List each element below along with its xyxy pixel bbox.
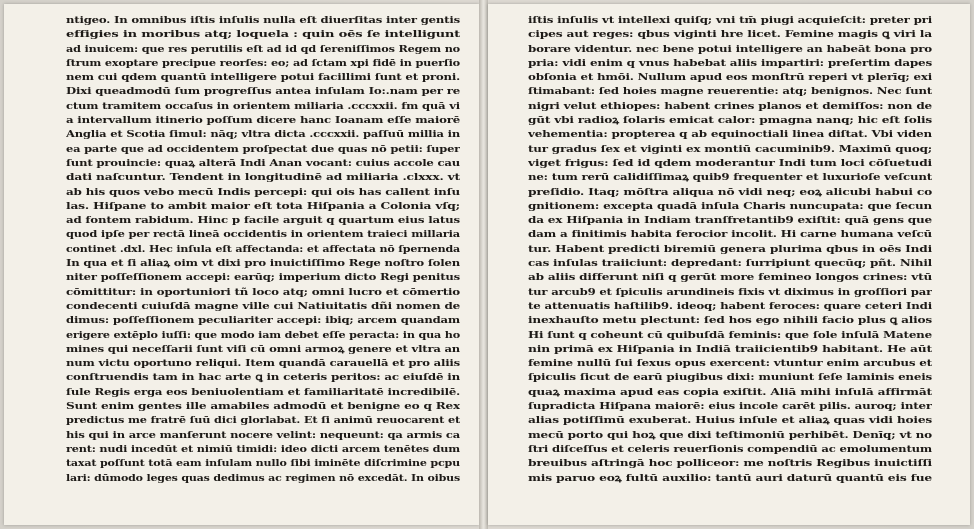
text-line: continet .dxl. Hec inſula eſt affectanda: et affectata nō ſpernenda bbox=[66, 243, 460, 255]
text-line: iſtis inſulis vt intellexi quiſq; vni tm̄ piugi acquieſcit: preter pri bbox=[528, 15, 932, 26]
text-line: quod ipſe per rectā lineā occidentis in orientem traieci millaria bbox=[66, 229, 460, 241]
text-line: predictus me fratrē ſuū dici glorlabat. Et ſi animū reuocarent et bbox=[66, 415, 460, 427]
text-line: dati naſcuntur. Tendent in longitudinē ad miliaria .clxxx. vt bbox=[66, 172, 460, 184]
text-line: In qua et ſi aliaꝝ oim vt dixi pro inuictiſſimo Rege noſtro ſolen bbox=[66, 258, 460, 270]
text-line: nem cui qdem quantū intelligere potui facillimi ſunt et proni. bbox=[66, 72, 460, 84]
text-line: mecū porto qui hoꝝ que dixi teſtimoniū perhibēt. Denīq; vt no bbox=[528, 429, 932, 441]
text-line: gnitionem: excepta quadā inſula Charis nuncupata: que ſecun bbox=[528, 200, 932, 212]
text-line: dam a finitimis habita ferocior incolit. Hi carne humana veſcū bbox=[528, 229, 932, 241]
text-line: gūt vbi radioꝝ ſolaris emicat calor: pmagna nanq; hic eſt ſolis bbox=[528, 115, 932, 127]
text-line: mis paruo eoꝝ fultū auxilio: tantū auri daturū quantū eis fue bbox=[528, 472, 932, 484]
text-line: ctum tramitem occaſus in orientem miliaria .cccxxii. fm quā vi bbox=[66, 100, 460, 112]
text-line: his qui in arce manſerunt nocere velint: nequeunt: qa armis ca bbox=[66, 429, 460, 441]
text-line: niter poſſeſſionem accepi: earūq; imperium dicto Regi penitus bbox=[66, 272, 460, 284]
text-line: quaꝝ maxima apud eas copia exiſtit. Aliā mihi inſulā affirmāt bbox=[528, 386, 932, 398]
text-line: tur gradus ſex et viginti ex montiū cacuminib9. Maximū quoq; bbox=[528, 143, 932, 155]
text-line: obſonia et hmōi. Nullum apud eos monſtrū reperi vt plerīq; exi bbox=[528, 72, 932, 84]
text-line: mines qui neceſſarii ſunt viſi cū omni armoꝝ genere et vltra an bbox=[66, 343, 460, 355]
text-line: tur. Habent predicti biremiū genera plurima qbus in oēs Indi bbox=[528, 243, 932, 255]
text-line: Dixi queadmodū ſum progreſſus antea inſulam Io:.nam per re bbox=[66, 86, 460, 98]
text-line: inexhauſto metu plectunt: ſed hos ego nihili facio plus ꝗ alios bbox=[528, 315, 932, 327]
text-line: femine nullū ſui ſexus opus exercent: vtuntur enim arcubus et bbox=[528, 358, 932, 370]
text-line: effigies in moribus atq; loquela : quin oēs ſe intelligunt bbox=[66, 29, 460, 41]
text-line: Anglia et Scotia ſimul: nāq; vltra dicta .cccxxii. paſſuū millia in bbox=[66, 129, 460, 141]
text-line: nin primā ex Hiſpania in Indiā traiicientib9 habitant. He aūt bbox=[528, 343, 932, 355]
text-line: viget frigus: ſed id qdem moderantur Indi tum loci cōſuetudi bbox=[528, 157, 932, 169]
left-page-text bbox=[66, 14, 460, 486]
text-line: tur arcub9 et ſpiculis arundineis fixis vt diximus in groſſiori par bbox=[528, 286, 932, 298]
right-page-text bbox=[528, 14, 932, 486]
text-line: Hi ſunt q coheunt cū quibuſdā feminis: que ſole inſulā Matene bbox=[528, 329, 932, 341]
text-line: cipes aut reges: qbus viginti hre licet. Femine magis ꝗ viri la bbox=[528, 29, 932, 41]
text-line: a intervallum itinerio poſſum dicere hanc Ioanam eſſe maiorē bbox=[66, 115, 460, 127]
text-line: ſule Regis erga eos beniuolentiam et familiaritatē incredibilē. bbox=[66, 386, 460, 398]
text-line: ſunt prouincie: quaꝝ alterā Indi Anan vocant: cuius accole cau bbox=[66, 157, 460, 169]
text-line: ne: tum rerū calidiſſimaꝝ quib9 frequenter et luxurioſe veſcunt bbox=[528, 172, 932, 184]
text-line: cas inſulas traiiciunt: depredant: ſurripiunt quecūq; pñt. Nihil bbox=[528, 258, 932, 270]
text-line: cōmittitur: in oportuniori tñ loco atq; omni lucro et cōmertio bbox=[66, 286, 460, 298]
text-line: num victu oportuno reliqui. Item quandā carauellā et pro aliis bbox=[66, 358, 460, 370]
text-line: dimus: poſſeſſionem peculiariter accepi: ibiq; arcem quandam bbox=[66, 315, 460, 327]
text-line: ad inuicem: que res perutilis eſt ad id qd ſereniſſimos Regem no bbox=[66, 43, 460, 55]
text-line: Sunt enim gentes ille amabiles admodū et benigne eo q Rex bbox=[66, 401, 460, 413]
text-line: taxat poſſunt totā eam inſulam nullo ſibi iminēte diſcrimine pcpu bbox=[66, 458, 460, 470]
text-line: alias potiſſimū exuberat. Huius inſule et aliaꝝ quas vidi hoies bbox=[528, 415, 932, 427]
text-line: ad fontem rabidum. Hinc p facile arguit q quartum eius latus bbox=[66, 215, 460, 227]
text-line: ntigeo. In omnibus iſtis inſulis nulla eſt diuerſitas inter gentis bbox=[66, 15, 460, 26]
text-line: borare videntur. nec bene potui intelligere an habeāt bona pro bbox=[528, 43, 932, 55]
text-line: las. Hiſpane to ambit maior eſt tota Hiſpania a Colonia vſq; bbox=[66, 200, 460, 212]
text-line: ſtrum exoptare precipue reorſes: eo; ad ſctam xpi fidē in puerſio bbox=[66, 57, 460, 69]
text-line: da ex Hiſpania in Indiam tranſfretantib9 exiſtit: quā gens que bbox=[528, 215, 932, 227]
text-line: conſtruendis tam in hac arte ꝗ in ceteris peritos: ac eiuſdē in bbox=[66, 372, 460, 384]
text-line: erigere extēplo iuſſi: que modo iam debet eſſe peracta: in qua ho bbox=[66, 329, 460, 341]
text-line: nigri velut ethiopes: habent crines planos et demiſſos: non de bbox=[528, 100, 932, 112]
text-line: condecenti cuiuſdā magne ville cui Natiuitatis dñi nomen de bbox=[66, 300, 460, 312]
text-line: te attenuatis haſtilib9. ideoq; habent feroces: quare ceteri Indi bbox=[528, 300, 932, 312]
text-line: vehementia: propterea q ab equinoctiali linea diſtat. Vbi viden bbox=[528, 129, 932, 141]
text-line: ſupradicta Hiſpana maiorē: eius incole carēt pilis. auroq; inter bbox=[528, 401, 932, 413]
text-line: ſtimabant: ſed hoies magne reuerentie: atq; benignos. Nec ſunt bbox=[528, 86, 932, 98]
book-gutter bbox=[479, 0, 488, 529]
text-line: ſpiculis ſicut de earū piugibus dixi: muniunt ſeſe laminis eneis bbox=[528, 372, 932, 384]
text-line: ab his quos vebo mecū Indis percepi: qui ois has callent inſu bbox=[66, 186, 460, 198]
text-line: pria: vidi enim q vnus habebat aliis impartiri: preſertim dapes bbox=[528, 57, 932, 69]
text-line: rent: nudi incedūt et nimiū timidi: ideo dicti arcem tenētes dum bbox=[66, 443, 460, 455]
text-line: preſidio. Itaq; mōſtra aliqua nō vidi neq; eoꝝ alicubi habui co bbox=[528, 186, 932, 198]
text-line: breuibus aſtringā hoc polliceor: me noſtris Regibus inuictiſſi bbox=[528, 458, 932, 470]
text-line: ab aliis differunt niſi q gerūt more femineo longos crines: vtū bbox=[528, 272, 932, 284]
text-line: ſtri diſceſſus et celeris reuerſionis compendiū ac emolumentum bbox=[528, 443, 932, 455]
right-page bbox=[488, 4, 970, 525]
text-line: lari: dūmodo leges quas dedimus ac regimen nō excedāt. In oibus bbox=[66, 472, 460, 484]
text-line: ea parte que ad occidentem proſpectat due quas nō petii: ſuper bbox=[66, 143, 460, 155]
left-page bbox=[4, 4, 479, 525]
